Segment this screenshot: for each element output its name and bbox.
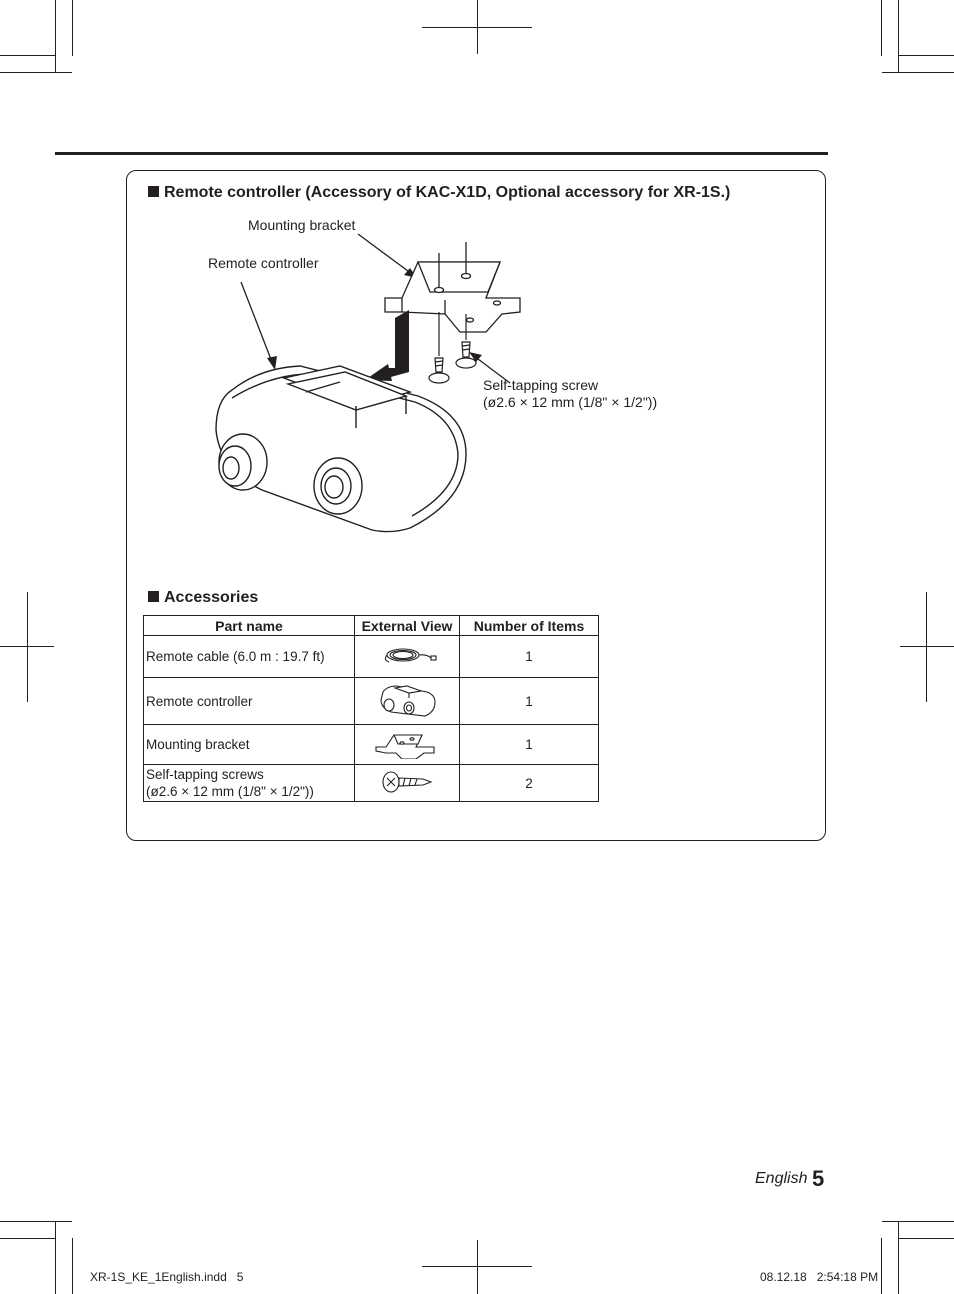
column-header-external-view: External View xyxy=(355,616,460,636)
cable-icon xyxy=(375,640,439,670)
accessories-table xyxy=(143,615,599,802)
cell-part-name: Remote controller xyxy=(144,678,355,725)
table-header-row xyxy=(144,616,599,636)
footer-language: English xyxy=(755,1170,808,1187)
remote-controller-icon xyxy=(375,680,439,720)
cell-external-view xyxy=(355,765,460,802)
screw-drawing-left xyxy=(429,312,449,383)
column-header-number-of-items: Number of Items xyxy=(460,616,599,636)
table-row xyxy=(144,636,599,678)
table-row xyxy=(144,725,599,765)
cell-part-name-line2: (ø2.6 × 12 mm (1/8" × 1/2")) xyxy=(146,784,314,799)
section-heading-remote-controller: Remote controller (Accessory of KAC-X1D, Optional accessory for XR-1S.) xyxy=(148,184,730,202)
page-number: 5 xyxy=(812,1166,825,1191)
cell-count: 2 xyxy=(460,765,599,802)
cell-count: 1 xyxy=(460,725,599,765)
cell-part-name-line1: Self-tapping screws xyxy=(146,767,264,782)
table-row xyxy=(144,678,599,725)
column-header-part-name: Part name xyxy=(144,616,355,636)
remote-controller-drawing xyxy=(216,366,466,532)
label-remote-controller: Remote controller xyxy=(208,255,319,271)
screw-icon xyxy=(375,767,439,797)
label-screw-line2: (ø2.6 × 12 mm (1/8" × 1/2")) xyxy=(483,394,658,410)
print-slug-filename: XR-1S_KE_1English.indd 5 xyxy=(90,1270,244,1284)
cell-count: 1 xyxy=(460,678,599,725)
cell-part-name: Mounting bracket xyxy=(144,725,355,765)
cell-external-view xyxy=(355,636,460,678)
cell-part-name: Remote cable (6.0 m : 19.7 ft) xyxy=(144,636,355,678)
cell-external-view xyxy=(355,725,460,765)
leader-mounting-bracket xyxy=(358,234,417,278)
bracket-icon xyxy=(372,727,442,759)
cell-part-name xyxy=(144,765,355,802)
section-heading-accessories: Accessories xyxy=(148,589,258,607)
print-slug-timestamp: 08.12.18 2:54:18 PM xyxy=(760,1270,879,1284)
leader-remote-controller xyxy=(241,282,277,370)
label-mounting-bracket: Mounting bracket xyxy=(248,217,356,233)
label-screw xyxy=(483,377,657,411)
square-bullet-icon xyxy=(148,591,159,602)
assembly-arrow xyxy=(365,310,409,381)
cell-external-view xyxy=(355,678,460,725)
label-screw-line1: Self-tapping screw xyxy=(483,377,599,393)
cell-count: 1 xyxy=(460,636,599,678)
table-row xyxy=(144,765,599,802)
